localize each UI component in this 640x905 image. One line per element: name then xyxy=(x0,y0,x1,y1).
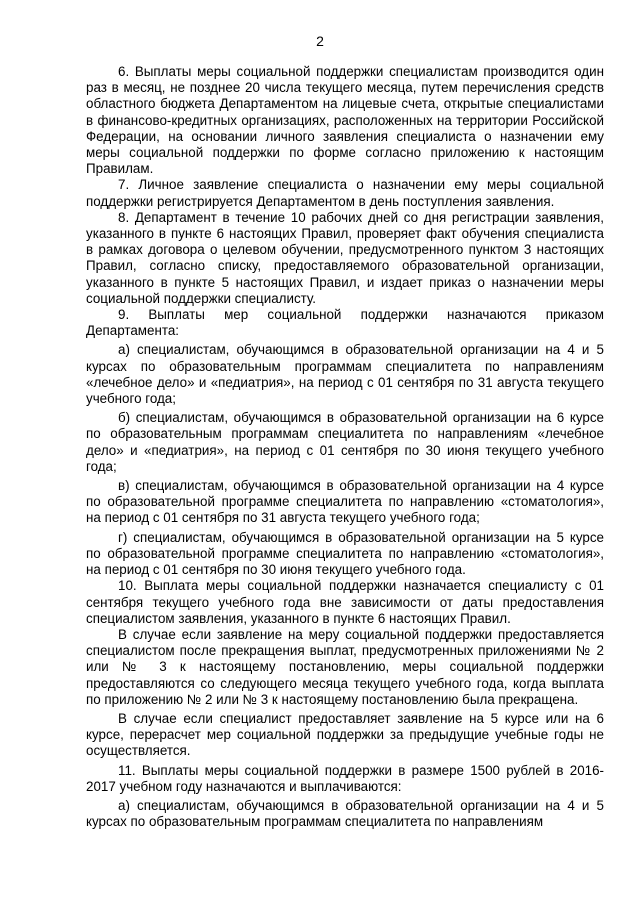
paragraph-9b: б) специалистам, обучающимся в образовательной организации на 6 курсе по образовательным программам специалитета по направлениям «лечебное дело» и «педиатрия», на период с 01 сентября по 30 июня текущего учебного года; xyxy=(86,410,604,474)
paragraph-10: 10. Выплата меры социальной поддержки назначается специалисту с 01 сентября текущего учебного года вне зависимости от даты предоставления специалистом заявления, указанного в пункте 6 настоящих Правил. xyxy=(86,578,604,626)
paragraph-9g: г) специалистам, обучающимся в образовательной организации на 5 курсе по образовательной программе специалитета по направлению «стоматология», на период с 01 сентября по 30 июня текущего учебного года. xyxy=(86,529,604,578)
paragraph-11a: а) специалистам, обучающимся в образовательной организации на 4 и 5 курсах по образовательным программам специалитета по направлениям xyxy=(86,797,604,830)
paragraph-9a: а) специалистам, обучающимся в образовательной организации на 4 и 5 курсах по образовательным программам специалитета по направлениям «лечебное дело» и «педиатрия», на период с 01 сентября по 31 августа текущего учебного года; xyxy=(86,342,604,407)
paragraph-10-case-1: В случае если заявление на меру социальной поддержки предоставляется специалистом после прекращения выплат, предусмотренных приложениями № 2 или № 3 к настоящему постановлению, меры социальной поддержки предоставляются со следующего месяца текущего учебного года, когда выплата по приложению № 2 или № 3 к настоящему постановлению была прекращена. xyxy=(86,626,604,707)
paragraph-9: 9. Выплаты мер социальной поддержки назначаются приказом Департамента: xyxy=(86,307,604,339)
paragraph-7: 7. Личное заявление специалиста о назначении ему меры социальной поддержки регистрируется Департаментом в день поступления заявления. xyxy=(86,177,604,209)
paragraph-8: 8. Департамент в течение 10 рабочих дней со дня регистрации заявления, указанного в пункте 6 настоящих Правил, проверяет факт обучения специалиста в рамках договора о целевом обучении, предусмотренного пунктом 3 настоящих Правил, согласно списку, предоставляемого образовательной организации, указанного в пункте 5 настоящих Правил, и издает приказ о назначении меры социальной поддержки специалисту. xyxy=(86,209,604,306)
page-number: 2 xyxy=(316,33,324,49)
document-body xyxy=(86,64,604,830)
paragraph-11: 11. Выплаты меры социальной поддержки в размере 1500 рублей в 2016-2017 учебном году назначаются и выплачиваются: xyxy=(86,762,604,794)
paragraph-9v: в) специалистам, обучающимся в образовательной организации на 4 курсе по образовательной программе специалитета по направлению «стоматология», на период с 01 сентября по 31 августа текущего учебного года; xyxy=(86,478,604,526)
paragraph-10-case-2: В случае если специалист предоставляет заявление на 5 курсе или на 6 курсе, перерасчет мер социальной поддержки за предыдущие учебные годы не осуществляется. xyxy=(86,710,604,759)
paragraph-6: 6. Выплаты меры социальной поддержки специалистам производится один раз в месяц, не позднее 20 числа текущего месяца, путем перечисления средств областного бюджета Департаментом на лицевые счета, открытые специалистами в финансово-кредитных организациях, расположенных на территории Российской Федерации, на основании личного заявления специалиста о назначении ему меры социальной поддержки по форме согласно приложению к настоящим Правилам. xyxy=(86,64,604,177)
